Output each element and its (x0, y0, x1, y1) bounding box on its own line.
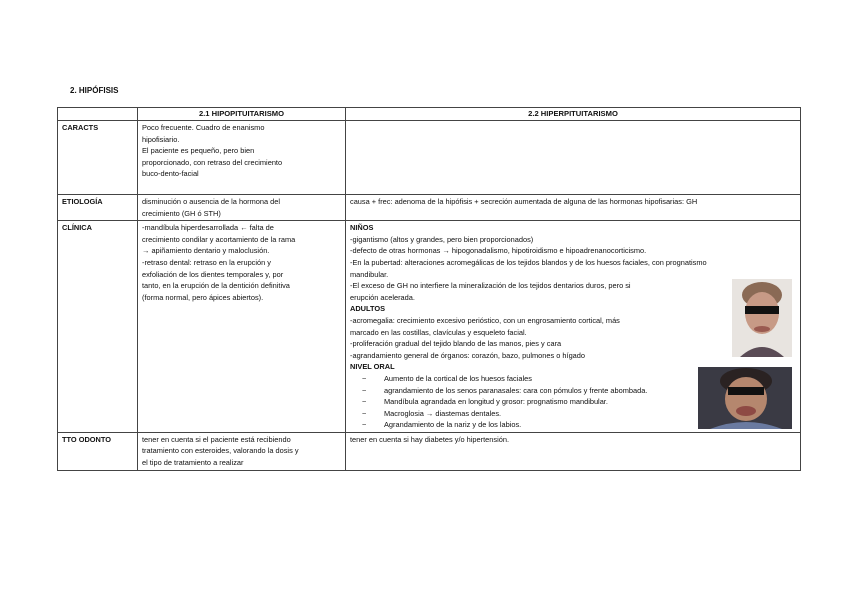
ninos-line: -El exceso de GH no interfiere la mineralización de los tejidos dentarios duros, pero si (350, 281, 631, 291)
header-hiperpituitarismo: 2.2 HIPERPITUITARISMO (346, 108, 801, 121)
ninos-line: -defecto de otras hormonas → hipogonadalismo, hipotiroidismo e hipoadrenanocorticismo. (350, 246, 647, 256)
section-title: 2. HIPÓFISIS (70, 86, 119, 95)
clinica-hipo-line: crecimiento condilar y acortamiento de la rama (142, 234, 296, 244)
header-row (58, 108, 801, 121)
header-hipopituitarismo: 2.1 HIPOPITUITARISMO (138, 108, 346, 121)
caracts-hipo-line: El paciente es pequeño, pero bien (142, 146, 255, 156)
ninos-line: -En la pubertad: alteraciones acromegálicas de los tejidos blandos y de los huesos faciales, con prognatismo (350, 257, 707, 267)
patient-photo-face-icon (698, 367, 792, 429)
clinica-hipo-line: -mandíbula hiperdesarrollada ← falta de (142, 223, 274, 233)
etiologia-hipo-line: disminución o ausencia de la hormona del (142, 197, 281, 206)
caracts-hipo-line: proporcionado, con retraso del crecimiento (142, 157, 283, 167)
caracts-hiper (346, 121, 801, 195)
row-label-etiologia: ETIOLOGÍA (58, 195, 138, 221)
clinica-hipo (138, 221, 346, 433)
adultos-line: -agrandamiento general de órganos: corazón, bazo, pulmones o hígado (350, 350, 586, 360)
bullet-mark: ~ (362, 408, 367, 418)
row-etiologia (58, 195, 801, 221)
clinica-hipo-line: (forma normal, pero ápices abiertos). (142, 292, 264, 302)
tto-hipo-line: tratamiento con esteroides, valorando la dosis y (142, 446, 299, 456)
row-clinica (58, 221, 801, 433)
ninos-heading: NIÑOS (350, 223, 374, 233)
bullet-mark: ~ (362, 420, 367, 430)
row-label-clinica: CLÍNICA (58, 221, 138, 433)
tto-hipo-line: el tipo de tratamiento a realizar (142, 458, 244, 468)
adultos-line: marcado en las costillas, clavículas y esqueleto facial. (350, 327, 527, 337)
list-item-text: Mandíbula agrandada en longitud y grosor: prognatismo mandibular. (384, 397, 608, 407)
list-item-text: Aumento de la cortical de los huesos faciales (384, 373, 532, 383)
etiologia-hipo (138, 195, 346, 221)
list-item-text: Macroglosia → diastemas dentales. (384, 408, 502, 418)
patient-photo-acromegaly-icon (732, 279, 792, 357)
bullet-mark: ~ (362, 373, 367, 383)
list-item-text: agrandamiento de los senos paranasales: cara con pómulos y frente abombada. (384, 385, 648, 395)
tto-hiper: tener en cuenta si hay diabetes y/o hipertensión. (346, 432, 801, 470)
nivel-oral-heading: NIVEL ORAL (350, 362, 395, 372)
caracts-hipo-line: Poco frecuente. Cuadro de enanismo (142, 123, 265, 132)
adultos-line: -proliferación gradual del tejido blando de las manos, pies y cara (350, 339, 562, 349)
caracts-hipo (138, 121, 346, 195)
ninos-line: -gigantismo (altos y grandes, pero bien proporcionados) (350, 234, 534, 244)
hipofisis-table (57, 107, 801, 471)
ninos-line: mandibular. (350, 269, 389, 279)
ninos-line: erupción acelerada. (350, 292, 415, 302)
clinica-hipo-line: tanto, en la erupción de la dentición definitiva (142, 281, 290, 291)
etiologia-hiper: causa + frec: adenoma de la hipófisis + secreción aumentada de alguna de las hormonas hipofisarias: GH (346, 195, 801, 221)
row-tto (58, 432, 801, 470)
tto-hipo-line: tener en cuenta si el paciente está recibiendo (142, 434, 291, 444)
list-item-text: Agrandamiento de la nariz y de los labios. (384, 420, 522, 430)
tto-hipo (138, 432, 346, 470)
clinica-hiper (346, 221, 801, 433)
adultos-line: -acromegalia: crecimiento excesivo perióstico, con un engrosamiento cortical, más (350, 315, 620, 325)
clinica-hipo-line: -retraso dental: retraso en la erupción y (142, 257, 271, 267)
clinica-hipo-line: exfoliación de los dientes temporales y, por (142, 269, 284, 279)
bullet-mark: ~ (362, 397, 367, 407)
etiologia-hipo-line: crecimiento (GH ó STH) (142, 208, 221, 218)
header-blank (58, 108, 138, 121)
row-label-tto: TTO ODONTO (58, 432, 138, 470)
row-label-caracts: CARACTS (58, 121, 138, 195)
caracts-hipo-line: hipofisiario. (142, 134, 180, 144)
clinica-hipo-line: → apiñamiento dentario y maloclusión. (142, 246, 270, 256)
bullet-mark: ~ (362, 385, 367, 395)
caracts-hipo-line: buco-dento-facial (142, 169, 199, 179)
row-caracts (58, 121, 801, 195)
adultos-heading: ADULTOS (350, 304, 386, 314)
